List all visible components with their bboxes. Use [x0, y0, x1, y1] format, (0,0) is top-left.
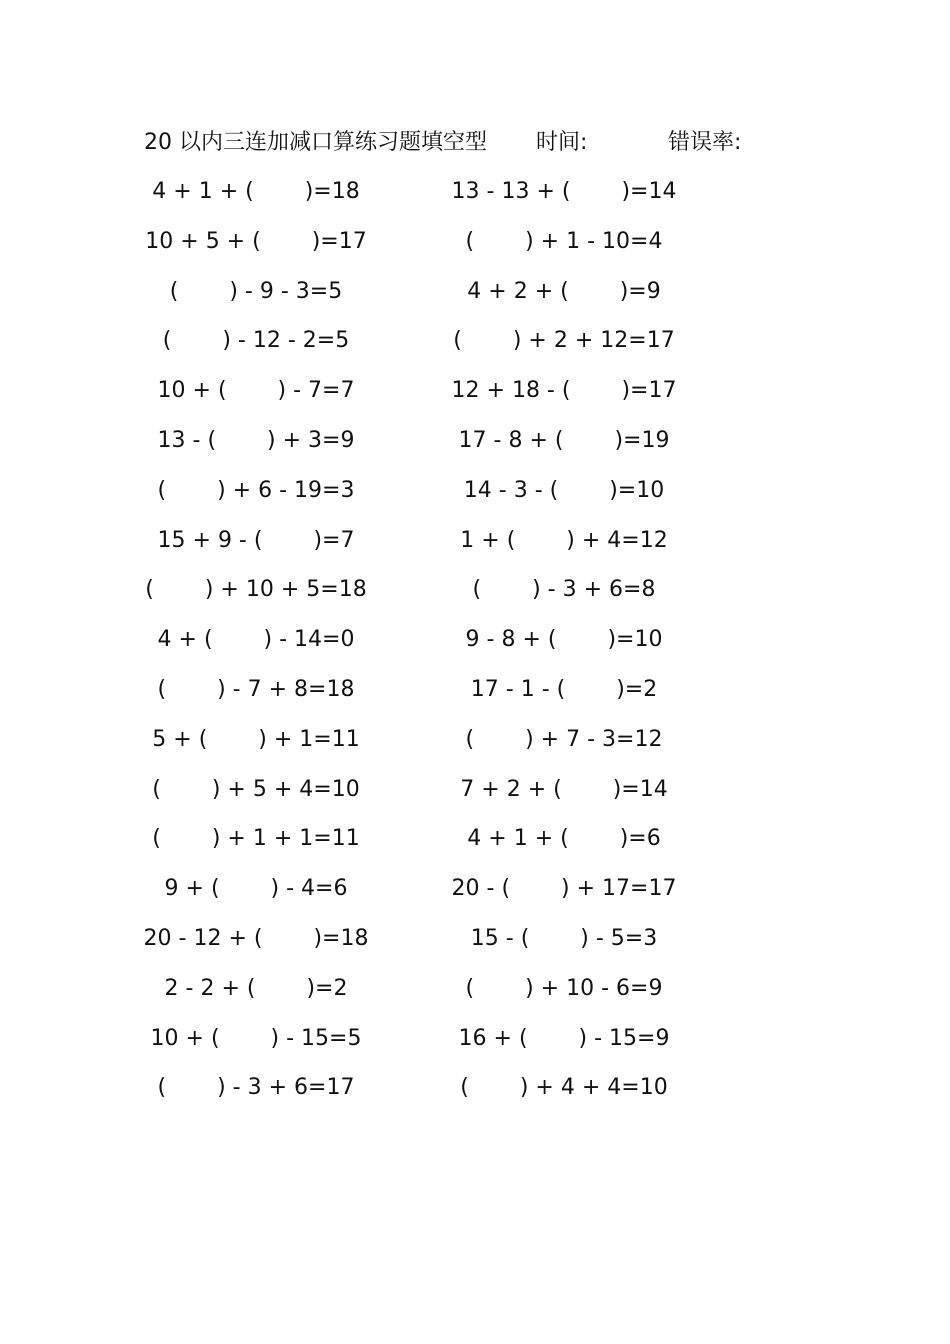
problem-item: ( ) - 12 - 2=5	[162, 328, 350, 354]
problem-item: 20 - ( ) + 17=17	[451, 876, 677, 902]
problem-item: 4 + 1 + ( )=6	[467, 826, 661, 852]
problem-item: 2 - 2 + ( )=2	[164, 975, 348, 1001]
problem-item: 9 + ( ) - 4=6	[164, 876, 348, 902]
problem-item: 17 - 8 + ( )=19	[458, 427, 670, 453]
problem-item: ( ) + 6 - 19=3	[157, 477, 355, 503]
problem-column-left	[126, 175, 386, 1121]
problem-item: ( ) - 7 + 8=18	[157, 676, 355, 702]
time-label: 时间:	[536, 130, 588, 155]
problem-column-right	[434, 175, 694, 1121]
problem-item: 4 + 1 + ( )=18	[152, 179, 360, 204]
problem-item: ( ) - 9 - 3=5	[169, 278, 343, 304]
problem-item: 13 - ( ) + 3=9	[157, 427, 355, 453]
problem-item: 17 - 1 - ( )=2	[470, 676, 658, 702]
problem-item: 5 + ( ) + 1=11	[152, 726, 360, 752]
problem-item: ( ) + 1 - 10=4	[465, 228, 663, 254]
problem-item: 15 - ( ) - 5=3	[470, 925, 658, 951]
problem-item: ( ) + 7 - 3=12	[465, 726, 663, 752]
problem-item: 10 + ( ) - 7=7	[157, 378, 355, 404]
problem-item: ( ) + 10 + 5=18	[145, 577, 367, 603]
problem-item: ( ) + 1 + 1=11	[152, 826, 360, 852]
error-rate-label: 错误率:	[668, 130, 742, 155]
problem-item: ( ) - 3 + 6=8	[472, 577, 656, 603]
problem-item: ( ) + 4 + 4=10	[460, 1075, 668, 1101]
problem-item: 20 - 12 + ( )=18	[143, 925, 369, 951]
problem-item: 4 + 2 + ( )=9	[467, 278, 661, 304]
problem-item: 12 + 18 - ( )=17	[451, 378, 677, 404]
worksheet-header	[144, 126, 784, 160]
problem-item: 10 + 5 + ( )=17	[145, 228, 367, 254]
problem-item: ( ) - 3 + 6=17	[157, 1075, 355, 1101]
problem-item: ( ) + 2 + 12=17	[453, 328, 675, 354]
problem-item: 7 + 2 + ( )=14	[460, 776, 668, 802]
problem-item: 16 + ( ) - 15=9	[458, 1025, 670, 1051]
problem-item: ( ) + 10 - 6=9	[465, 975, 663, 1001]
worksheet-title: 20 以内三连加减口算练习题填空型	[144, 130, 487, 155]
problem-item: 10 + ( ) - 15=5	[150, 1025, 362, 1051]
problem-item: 13 - 13 + ( )=14	[451, 179, 677, 204]
problem-item: 14 - 3 - ( )=10	[463, 477, 665, 503]
problem-item: 4 + ( ) - 14=0	[157, 627, 355, 653]
problem-item: 1 + ( ) + 4=12	[460, 527, 668, 553]
problem-item: ( ) + 5 + 4=10	[152, 776, 360, 802]
problem-item: 15 + 9 - ( )=7	[157, 527, 355, 553]
problem-item: 9 - 8 + ( )=10	[465, 627, 663, 653]
